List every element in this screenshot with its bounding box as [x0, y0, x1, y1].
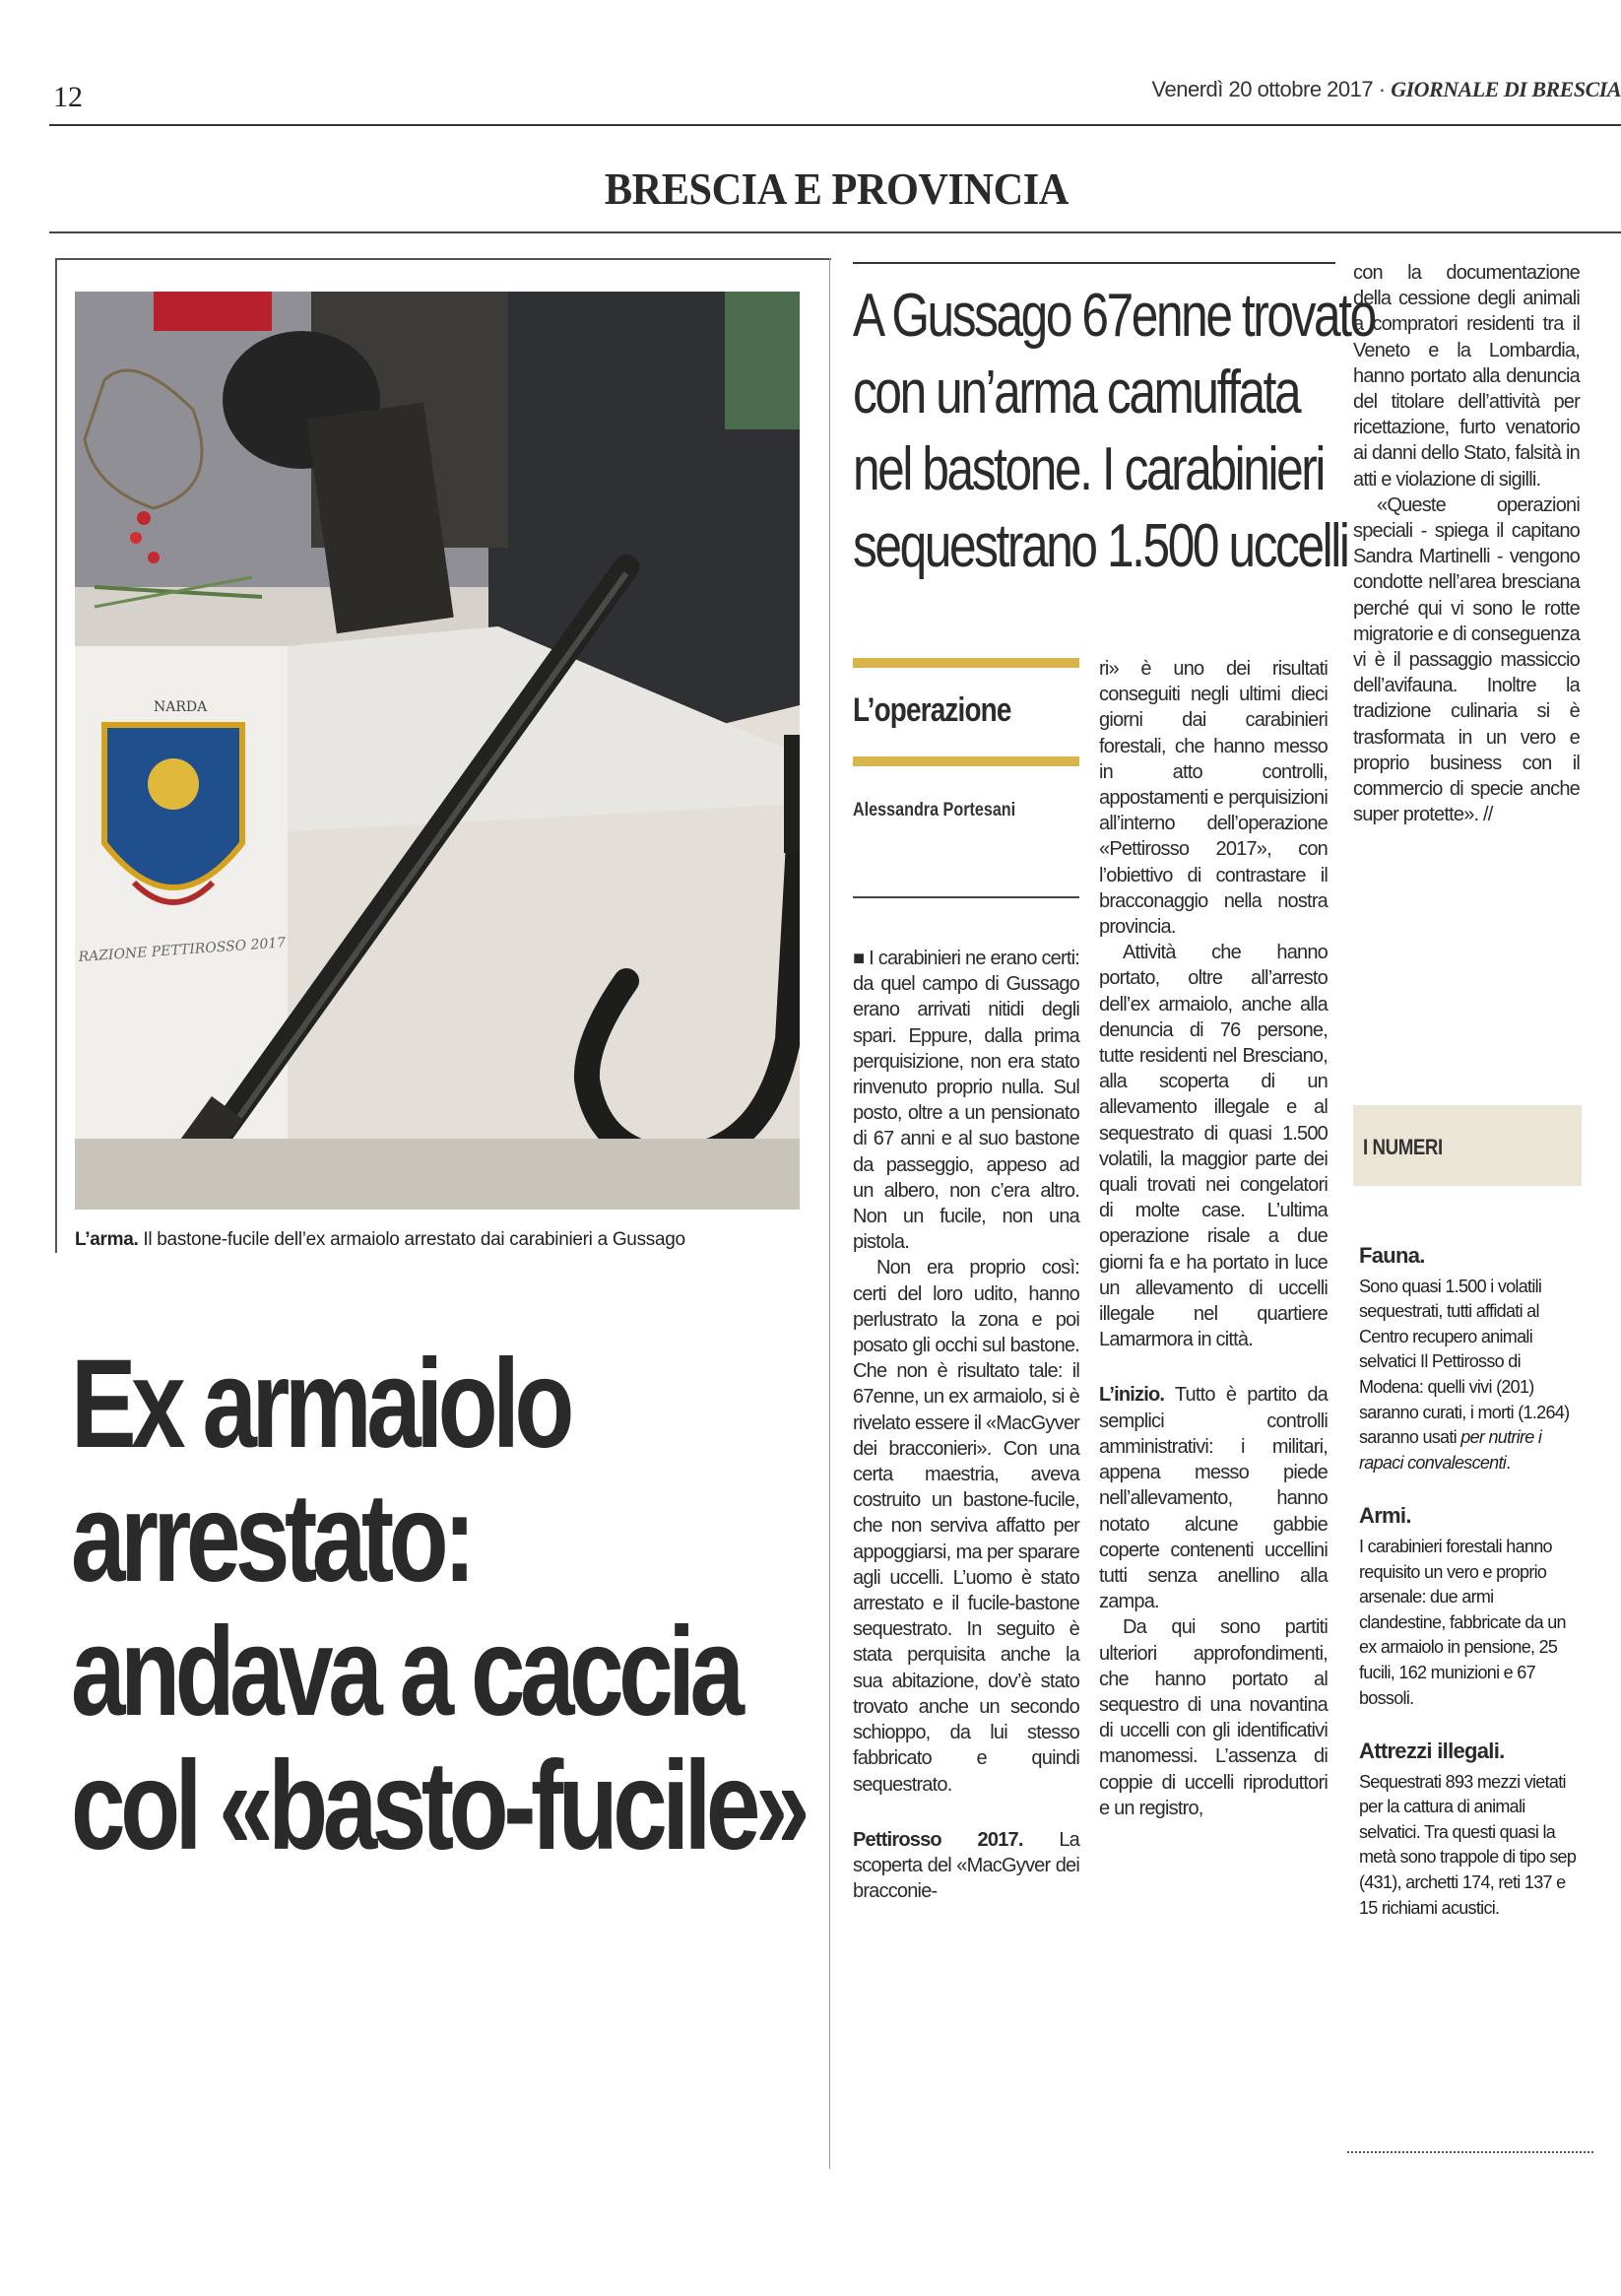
article-column-1: [853, 946, 1079, 1904]
section-rule: [49, 231, 1621, 233]
numbers-sidebar: [1359, 1243, 1582, 1948]
photo-caption: [75, 1229, 823, 1251]
column-divider: [829, 258, 830, 2169]
paragraph: Attività che hanno portato, oltre all’arresto dell’ex armaiolo, anche alla denuncia di 76 persone, tutte residenti nel Bresciano, alla scoperta di un allevamento illegale e al sequestrato di quasi 1.500 volatili, la maggior parte dei quali trovati nei congelatori di molte case. L’ultima operazione risale a due giorni fa e ha portato in luce un allevamento di uccelli illegale nel quartiere Lamarmora in città.: [1099, 942, 1328, 1351]
subhead-lead: Pettirosso 2017.: [853, 1828, 1023, 1851]
gold-rule-bottom: [853, 756, 1079, 766]
subheadline-line: nel bastone. I carabinieri: [853, 435, 1325, 503]
sidebar-item-heading: Attrezzi illegali.: [1359, 1738, 1505, 1764]
subhead-lead: L’inizio.: [1099, 1384, 1165, 1407]
paragraph: ■ I carabinieri ne erano certi: da quel campo di Gussago erano arrivati nitidi degli spari. Eppure, dalla prima perquisizione, non era stato rinvenuto proprio nulla. Sul posto, oltre a un pensionato di 67 anni e al suo bastone da passeggio, appeso ad un albero, non c’era altro. Non un fucile, non una pistola.: [853, 948, 1079, 1254]
sidebar-bottom-rule: [1347, 2151, 1593, 2153]
paragraph: [1099, 1382, 1328, 1614]
publication-name: GIORNALE DI BRESCIA: [1391, 77, 1621, 101]
sidebar-text-italic: per nutrire i rapaci convalescenti: [1359, 1427, 1542, 1473]
section-title: BRESCIA E PROVINCIA: [604, 164, 1069, 214]
header-rule: [49, 124, 1621, 126]
paragraph: «Queste operazioni speciali - spiega il capitano Sandra Martinelli - vengono condotte nell’area bresciana perché qui vi sono le rotte migratorie e di conseguenza vi è il passaggio massiccio dell’avifauna. Inoltre la tradizione culinaria si è trasformata in un vero e proprio business con il commercio di specie anche super protette». //: [1353, 493, 1580, 826]
sidebar-item: [1359, 1503, 1582, 1711]
sidebar-item-heading: Fauna.: [1359, 1243, 1425, 1268]
headline-line: col «basto-fucile»: [71, 1736, 806, 1876]
paragraph: Non era proprio così: certi del loro udito, hanno perlustrato la zona e poi posato gli occhi sul bastone. Che non è risultato tale: il 67enne, un ex armaiolo, si è rivelato essere il «MacGyver dei bracconieri». Con una certa maestria, aveva costruito un bastone-fucile, che non serviva affatto per appoggiarsi, ma per sparare agli uccelli. L’uomo è stato arrestato e il fucile-bastone sequestrato. In seguito è stata perquisita anche la sua abitazione, dov’è stato trovato anche un secondo schioppo, da lui stesso fabbricato e quindi sequestrato.: [853, 1257, 1079, 1796]
subheadline-line: sequestrano 1.500 uccelli: [853, 512, 1348, 580]
sidebar-text: Sono quasi 1.500 i volatili sequestrati, tutti affidati al Centro recupero animali selvatici Il Pettirosso di Modena: quelli vivi (201) saranno curati, i morti (1.264) saranno usati: [1359, 1276, 1570, 1448]
paragraph: con la documentazione della cessione degli animali a compratori residenti tra il Veneto e la Lombardia, hanno portato alla denuncia del titolare dell’attività per ricettazione, furto venatorio ai danni dello Stato, falsità in atti e violazione di sigilli.: [1353, 262, 1580, 491]
photo-illustration: [75, 292, 800, 1210]
author-rule: [853, 896, 1079, 898]
author-name: Alessandra Portesani: [853, 800, 1016, 820]
article-column-3: [1353, 260, 1580, 827]
paragraph-text: La scoperta del «MacGyver dei bracconie-: [853, 1828, 1080, 1903]
sidebar-item-text: [1359, 1275, 1582, 1476]
sidebar-label: I NUMERI: [1363, 1135, 1443, 1159]
sidebar-item-heading: Armi.: [1359, 1503, 1411, 1529]
paragraph: ri» è uno dei risultati conseguiti negli ultimi dieci giorni dai carabinieri forestali, che hanno messo in atto controlli, appostamenti e perquisizioni all’interno dell’operazione «Pettirosso 2017», con l’obiettivo di contrastare il bracconaggio nella nostra provincia.: [1099, 658, 1328, 939]
sidebar-item-text: Sequestrati 893 mezzi vietati per la cattura di animali selvatici. Tra questi quasi la metà sono trappole di tipo sep (431), archetti 174, reti 137 e 15 richiami acustici.: [1359, 1771, 1577, 1918]
subheadline-line: con un’arma camuffata: [853, 359, 1300, 426]
article-column-2: [1099, 656, 1328, 1821]
gold-rule-top: [853, 658, 1079, 668]
sign-text: RAZIONE PETTIROSSO 2017: [78, 935, 287, 965]
headline-line: arrestato:: [71, 1468, 471, 1608]
caption-text: Il bastone-fucile dell’ex armaiolo arrestato dai carabinieri a Gussago: [138, 1229, 685, 1250]
paragraph: Da qui sono partiti ulteriori approfondimenti, che hanno portato al sequestro di una novantina di uccelli con gli identificativi manomessi. L’assenza di coppie di uccelli riproduttori e un registro,: [1099, 1616, 1328, 1819]
section-label: L’operazione: [853, 691, 1011, 729]
sidebar-item: [1359, 1738, 1582, 1921]
article-photo: [75, 292, 800, 1210]
sidebar-text: .: [1506, 1452, 1511, 1473]
caption-lead: L’arma.: [75, 1229, 139, 1250]
paragraph-text: Tutto è partito da semplici controlli amministrativi: i militari, appena messo piede nell’allevamento, hanno notato alcune gabbie coperte contenenti uccellini tutti senza anellino alla zampa.: [1099, 1384, 1328, 1613]
sidebar-item: [1359, 1243, 1582, 1476]
headline-line: andava a caccia: [71, 1602, 740, 1742]
paragraph: [853, 1827, 1079, 1905]
sidebar-item-text: I carabinieri forestali hanno requisito un vero e proprio arsenale: due armi clandestine, fabbricate da un ex armaiolo in pensione, 25 fucili, 162 munizioni e 67 bossoli.: [1359, 1536, 1566, 1708]
subheadline: [853, 278, 1375, 585]
issue-date: Venerdì 20 ottobre 2017 ·: [1151, 77, 1386, 101]
badge-text: NARDA: [154, 699, 208, 715]
headline-line: Ex armaiolo: [71, 1334, 569, 1475]
page-number: 12: [53, 81, 83, 113]
subheadline-line: A Gussago 67enne trovato: [853, 282, 1375, 350]
dateline: [1152, 77, 1621, 102]
subheadline-rule: [853, 262, 1335, 264]
main-headline: [71, 1334, 806, 1876]
